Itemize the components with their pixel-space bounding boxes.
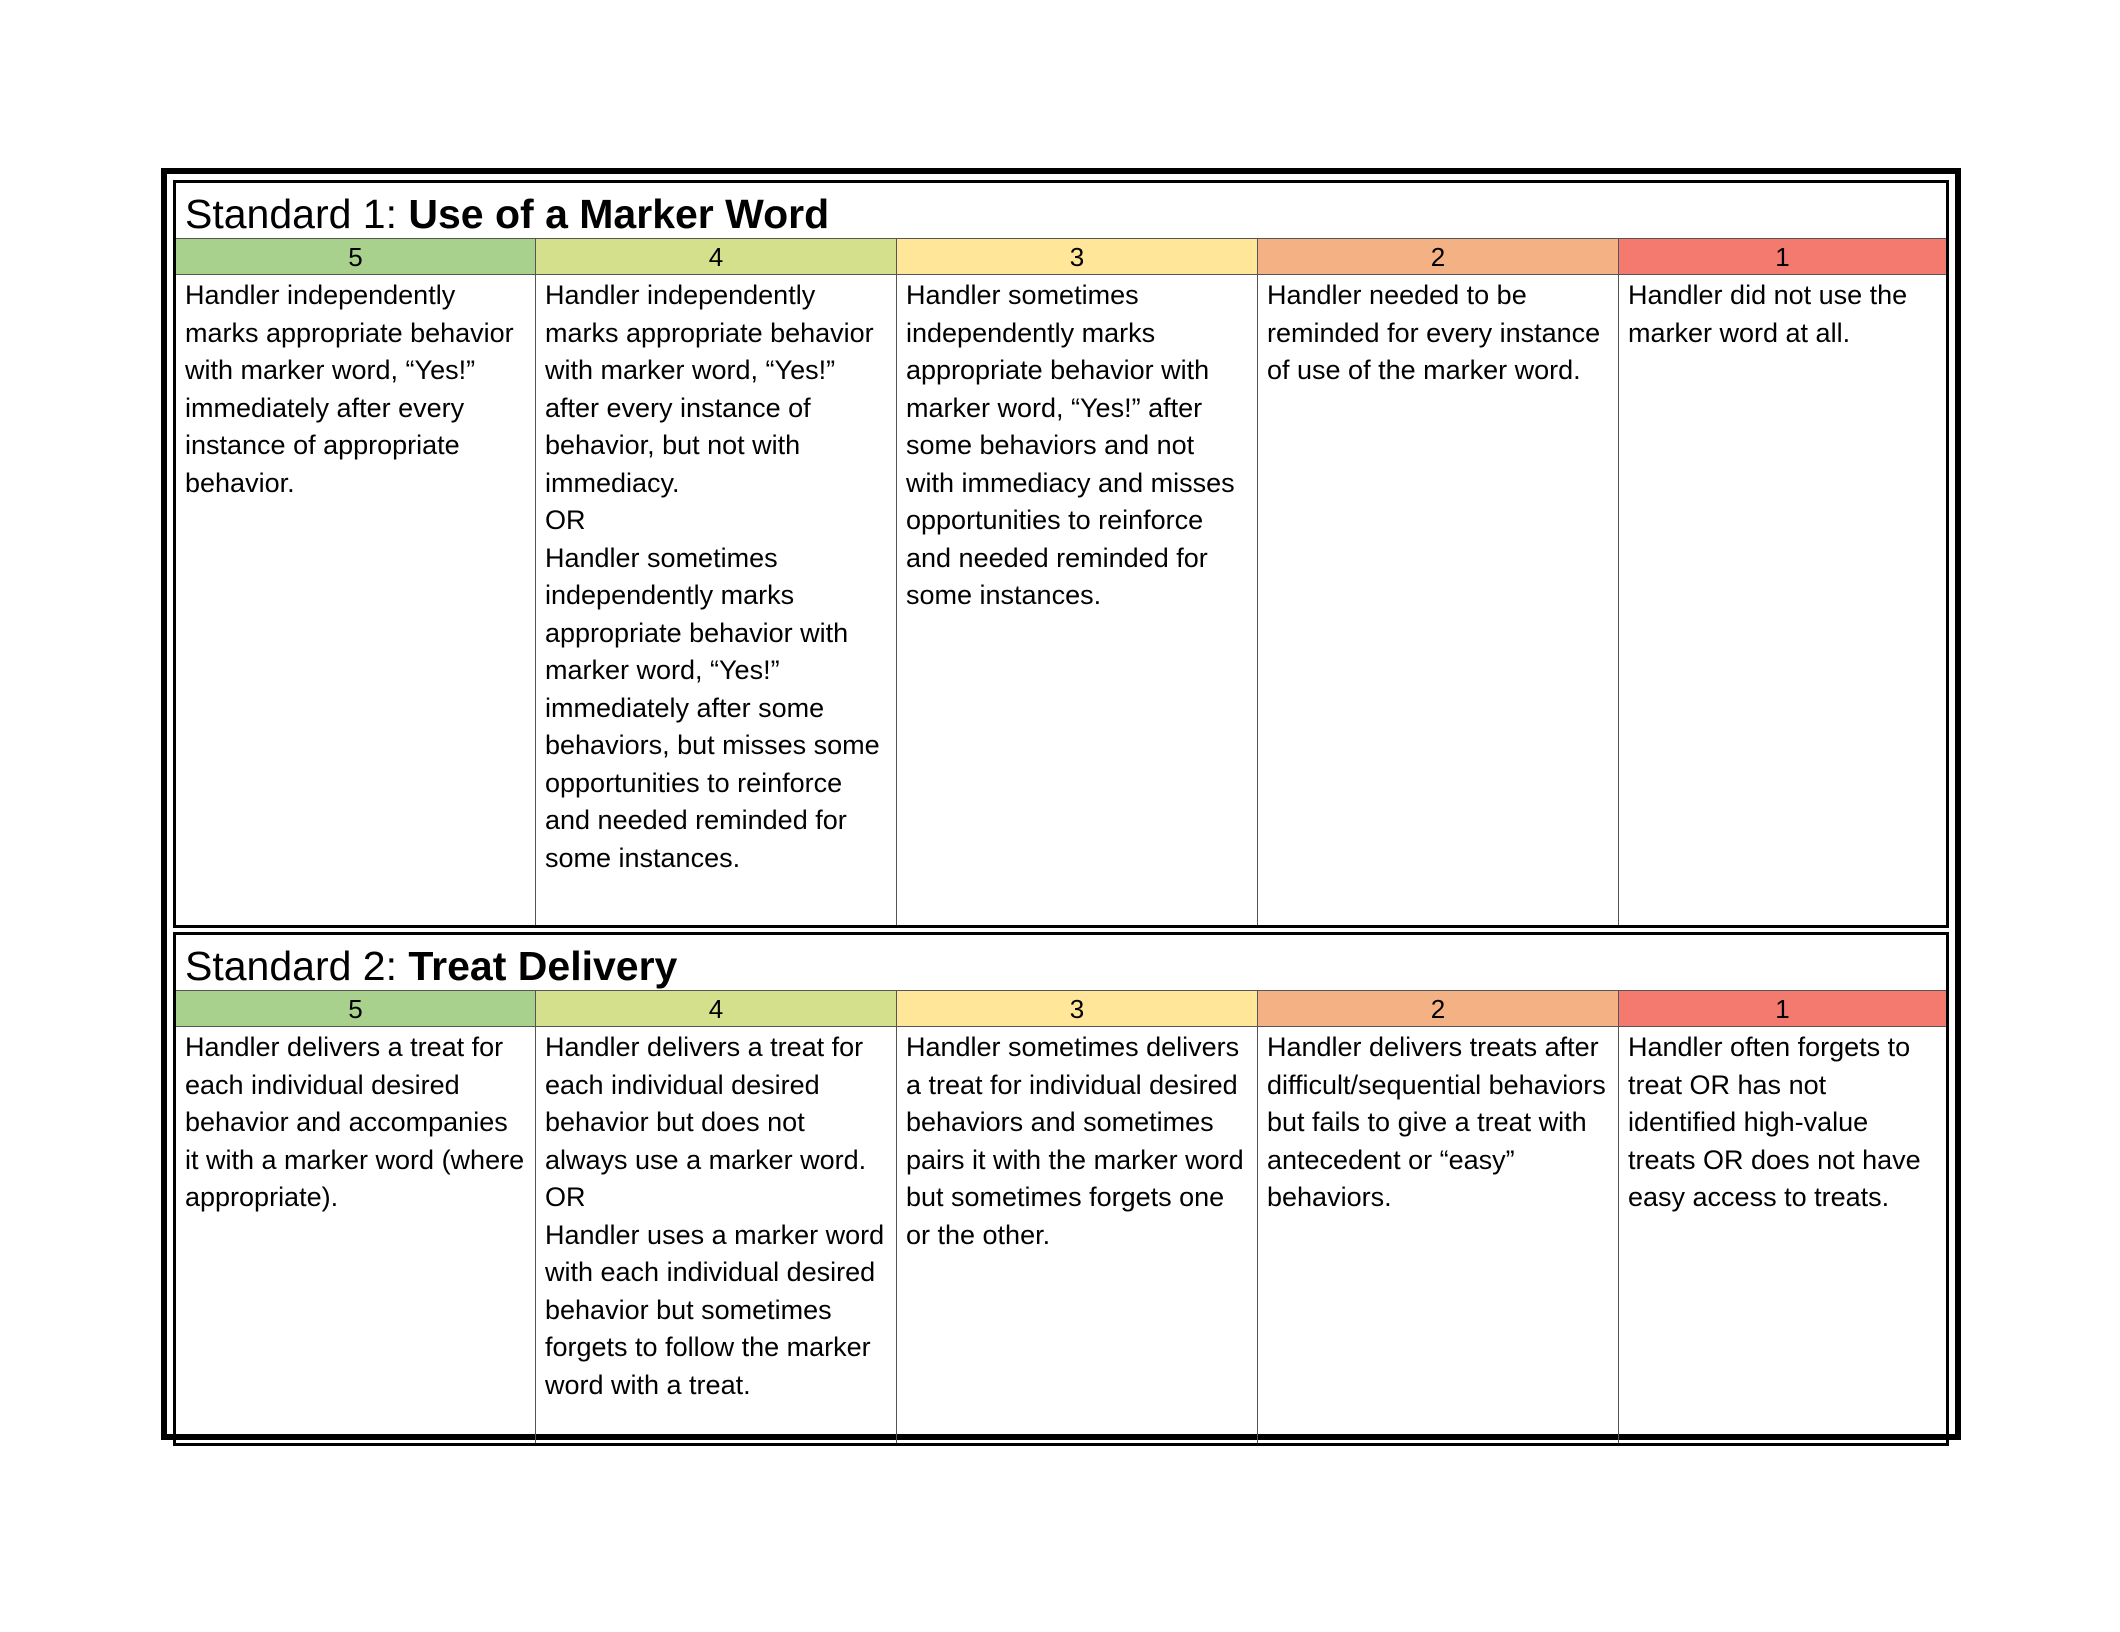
standard-2-title xyxy=(176,935,1946,991)
standard-2-name: Treat Delivery xyxy=(408,943,678,989)
descriptor-score-4: Handler independently marks appropriate behavior with marker word, “Yes!” after every instance of behavior, but not with immediacy. OR Handler sometimes independently marks appropriate behavior with marker word, “Yes!” immediately after some behaviors, but misses some opportunities to reinforce and needed reminded for some instances. xyxy=(536,275,897,925)
score-header-4: 4 xyxy=(536,991,897,1027)
standard-1-section xyxy=(173,180,1949,928)
descriptor-score-1: Handler often forgets to treat OR has not identified high-value treats OR does not have easy access to treats. xyxy=(1628,1032,1921,1212)
rubric-table xyxy=(161,168,1961,1440)
descriptor-score-3: Handler sometimes independently marks appropriate behavior with marker word, “Yes!” after some behaviors and not with immediacy and misses opportunities to reinforce and needed reminded for some instances. xyxy=(897,275,1258,925)
descriptor-score-2: Handler delivers treats after difficult/sequential behaviors but fails to give a treat with antecedent or “easy” behaviors. xyxy=(1258,1027,1619,1443)
descriptor-score-4: Handler delivers a treat for each individual desired behavior but does not always use a marker word. OR Handler uses a marker word with each individual desired behavior but sometimes forgets to follow the marker word with a treat. xyxy=(536,1027,897,1443)
score-header-5: 5 xyxy=(176,239,536,275)
standard-2-prefix: Standard 2: xyxy=(185,943,409,989)
descriptor-score-3: Handler sometimes delivers a treat for individual desired behaviors and sometimes pairs it with the marker word but sometimes forgets one or the other. xyxy=(897,1027,1258,1443)
score-header-3: 3 xyxy=(897,991,1258,1027)
descriptor-score-1: Handler did not use the marker word at all. xyxy=(1628,280,1908,348)
score-header-4: 4 xyxy=(536,239,897,275)
standard-2-section xyxy=(173,932,1949,1446)
standard-1-prefix: Standard 1: xyxy=(185,191,409,237)
score-header-1: 1 xyxy=(1619,991,1946,1027)
score-header-1: 1 xyxy=(1619,239,1946,275)
descriptor-score-5: Handler independently marks appropriate behavior with marker word, “Yes!” immediately after every instance of appropriate behavior. xyxy=(176,275,536,925)
score-header-2: 2 xyxy=(1258,991,1619,1027)
standard-1-title xyxy=(176,183,1946,239)
score-header-2: 2 xyxy=(1258,239,1619,275)
score-header-5: 5 xyxy=(176,991,536,1027)
standard-1-name: Use of a Marker Word xyxy=(408,191,830,237)
score-header-3: 3 xyxy=(897,239,1258,275)
descriptor-score-5: Handler delivers a treat for each individual desired behavior and accompanies it with a marker word (where appropriate). xyxy=(176,1027,536,1443)
descriptor-score-2: Handler needed to be reminded for every instance of use of the marker word. xyxy=(1258,275,1619,925)
